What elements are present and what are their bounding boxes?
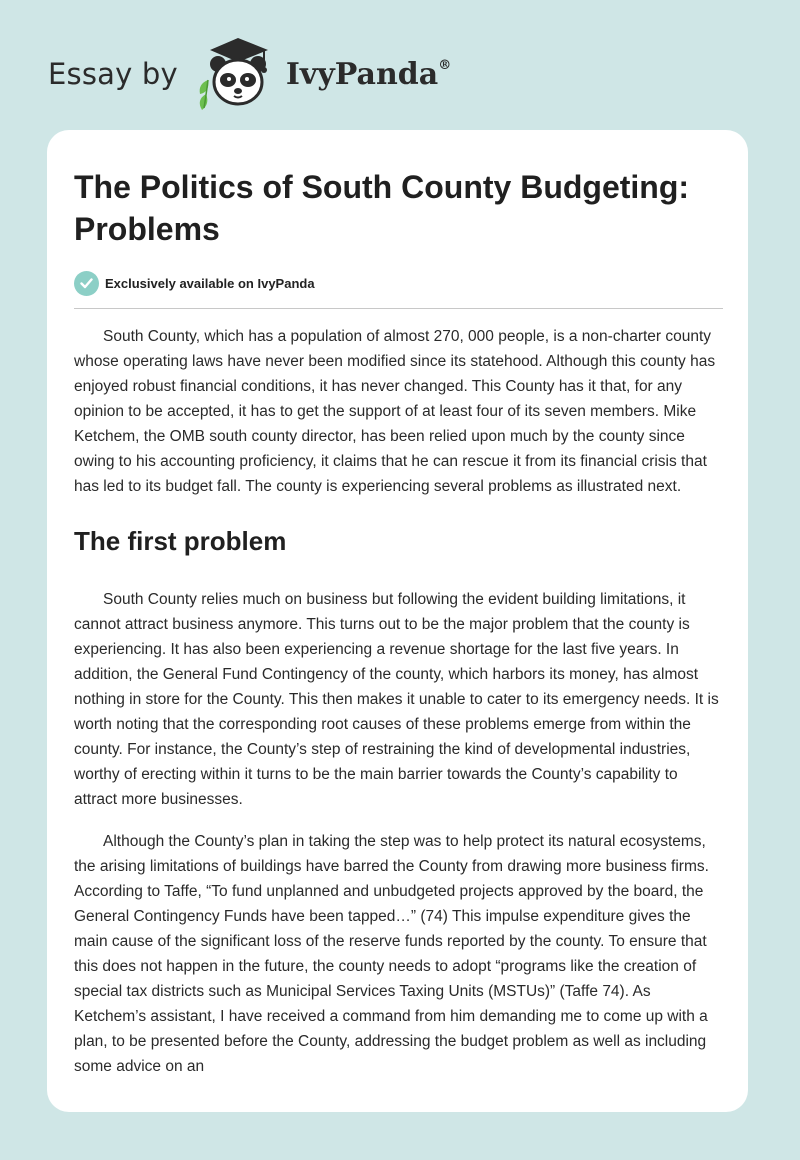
registered-mark: ® [438, 57, 452, 73]
brand-text: IvyPanda [285, 56, 439, 92]
check-icon [74, 271, 99, 296]
essay-content [74, 130, 723, 1079]
paragraph-first-problem: South County relies much on business but following the evident building limitations, it cannot attract business anymore. This turns out to be the major problem that the county is experiencing. It has also been experiencing a revenue shortage for the last five years. In addition, the General Fund Contingency of the county, which harbors its money, has almost nothing in store for the County. This then makes it unable to cater to its emergency needs. It is worth noting that the corresponding root causes of these problems emerge from within the county. For instance, the County’s step of restraining the kind of developmental industries, worthy of erecting within it turns to be the main barrier towards the County’s capability to attract more businesses. [74, 591, 719, 808]
essay-by-label: Essay by [48, 57, 178, 91]
essay-card [47, 130, 748, 1112]
divider [74, 308, 723, 309]
ivypanda-logo-icon[interactable] [190, 34, 282, 114]
exclusive-badge [74, 270, 723, 296]
exclusive-badge-label: Exclusively available on IvyPanda [105, 275, 315, 291]
section-heading: The first problem [74, 526, 287, 556]
site-header [48, 34, 451, 114]
brand-name[interactable] [286, 57, 451, 92]
page-title: The Politics of South County Budgeting: Problems [74, 169, 690, 247]
paragraph-continuation: Although the County’s plan in taking the step was to help protect its natural ecosystems, the arising limitations of buildings have barred the County from drawing more business firms. According to Taffe, “To fund unplanned and unbudgeted projects approved by the board, the General Contingency Funds have been tapped…” (74) This impulse expenditure gives the main cause of the significant loss of the reserve funds reported by the county. To ensure that this does not happen in the future, the county needs to adopt “programs like the creation of special tax districts such as Municipal Services Taxing Units (MSTUs)” (Taffe 74). As Ketchem’s assistant, I have received a command from him demanding me to come up with a plan, to be presented before the County, addressing the budget problem as well as including some advice on an [74, 833, 709, 1075]
paragraph-intro: South County, which has a population of almost 270, 000 people, is a non-charter county whose operating laws have never been modified since its statehood. Although this county has enjoyed robust financial conditions, it has never changed. This County has it that, for any opinion to be accepted, it has to get the support of at least four of its seven members. Mike Ketchem, the OMB south county director, has been relied upon much by the county since owing to his accounting proficiency, it claims that he can rescue it from its financial crisis that has led to its budget fall. The county is experiencing several problems as illustrated next. [74, 328, 716, 495]
